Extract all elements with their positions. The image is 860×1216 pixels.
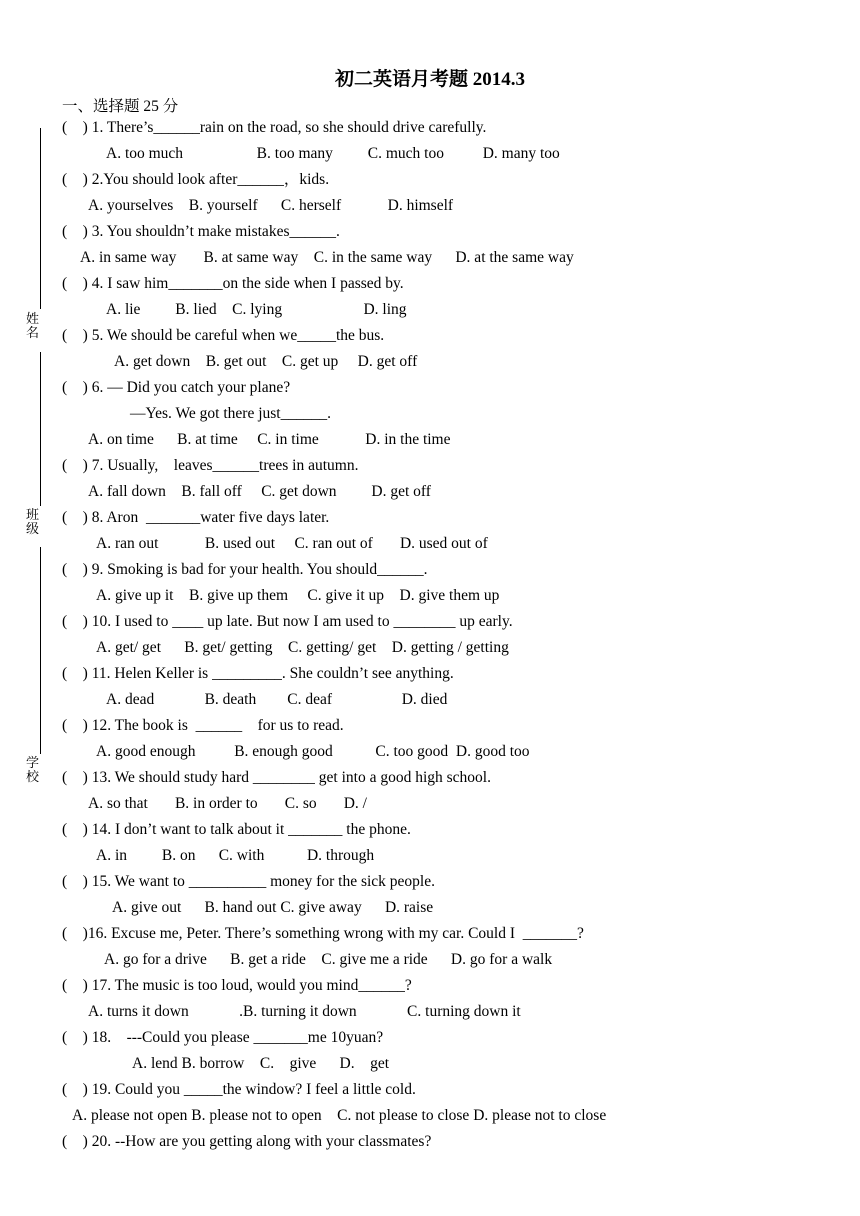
side-label-school: 学校 bbox=[26, 755, 40, 784]
question-line: ( ) 7. Usually, leaves______trees in autumn. bbox=[62, 457, 359, 474]
question-line: —Yes. We got there just______. bbox=[130, 405, 331, 422]
side-label-name: 姓名 bbox=[26, 311, 40, 340]
binding-line-middle bbox=[40, 352, 41, 506]
side-label-class: 班级 bbox=[26, 507, 40, 536]
question-line: A. yourselves B. yourself C. herself D. himself bbox=[88, 197, 454, 214]
question-line: A. on time B. at time C. in time D. in the time bbox=[88, 431, 451, 448]
question-line: ( )16. Excuse me, Peter. There’s something wrong with my car. Could I _______? bbox=[62, 925, 584, 942]
question-line: ( ) 9. Smoking is bad for your health. You should______. bbox=[62, 561, 428, 578]
question-line: ( ) 13. We should study hard ________ get into a good high school. bbox=[62, 769, 491, 786]
question-line: ( ) 5. We should be careful when we_____the bus. bbox=[62, 327, 385, 344]
question-line: ( ) 14. I don’t want to talk about it _______ the phone. bbox=[62, 821, 411, 838]
question-line: A. turns it down .B. turning it down C. turning down it bbox=[88, 1003, 521, 1020]
question-line: ( ) 10. I used to ____ up late. But now I am used to ________ up early. bbox=[62, 613, 513, 630]
question-line: A. get down B. get out C. get up D. get off bbox=[114, 353, 418, 370]
question-line: A. give out B. hand out C. give away D. raise bbox=[112, 899, 434, 916]
question-line: ( ) 1. There’s______rain on the road, so she should drive carefully. bbox=[62, 119, 487, 136]
question-line: ( ) 12. The book is ______ for us to read. bbox=[62, 717, 344, 734]
question-line: ( ) 19. Could you _____the window? I feel a little cold. bbox=[62, 1081, 416, 1098]
question-line: A. get/ get B. get/ getting C. getting/ get D. getting / getting bbox=[96, 639, 509, 656]
question-line: ( ) 17. The music is too loud, would you mind______? bbox=[62, 977, 412, 994]
question-line: ( ) 11. Helen Keller is _________. She couldn’t see anything. bbox=[62, 665, 454, 682]
question-line: A. fall down B. fall off C. get down D. get off bbox=[88, 483, 431, 500]
question-line: A. good enough B. enough good C. too good D. good too bbox=[96, 743, 530, 760]
question-line: ( ) 3. You shouldn’t make mistakes______. bbox=[62, 223, 340, 240]
question-line: ( ) 15. We want to __________ money for the sick people. bbox=[62, 873, 435, 890]
section-heading: 一、选择题 25 分 bbox=[62, 98, 179, 115]
question-line: ( ) 4. I saw him_______on the side when I passed by. bbox=[62, 275, 404, 292]
question-line: A. in same way B. at same way C. in the same way D. at the same way bbox=[80, 249, 574, 266]
question-line: ( ) 2.You should look after______，kids. bbox=[62, 171, 330, 188]
binding-line-lower bbox=[40, 547, 41, 754]
question-line: A. please not open B. please not to open C. not please to close D. please not to close bbox=[72, 1107, 607, 1124]
question-line: A. lie B. lied C. lying D. ling bbox=[106, 301, 407, 318]
question-line: A. ran out B. used out C. ran out of D. used out of bbox=[96, 535, 488, 552]
question-line: A. go for a drive B. get a ride C. give me a ride D. go for a walk bbox=[104, 951, 553, 968]
question-line: A. lend B. borrow C. give D. get bbox=[132, 1055, 390, 1072]
question-line: A. too much B. too many C. much too D. many too bbox=[106, 145, 560, 162]
question-line: ( ) 6. — Did you catch your plane? bbox=[62, 379, 291, 396]
question-line: ( ) 8. Aron _______water five days later. bbox=[62, 509, 330, 526]
question-line: ( ) 20. --How are you getting along with your classmates? bbox=[62, 1133, 432, 1150]
question-line: A. in B. on C. with D. through bbox=[96, 847, 375, 864]
question-line: ( ) 18. ---Could you please _______me 10yuan? bbox=[62, 1029, 384, 1046]
binding-line-top bbox=[40, 128, 41, 309]
page-title: 初二英语月考题 2014.3 bbox=[334, 69, 525, 90]
question-line: A. so that B. in order to C. so D. / bbox=[88, 795, 367, 812]
question-line: A. give up it B. give up them C. give it up D. give them up bbox=[96, 587, 500, 604]
question-line: A. dead B. death C. deaf D. died bbox=[106, 691, 448, 708]
